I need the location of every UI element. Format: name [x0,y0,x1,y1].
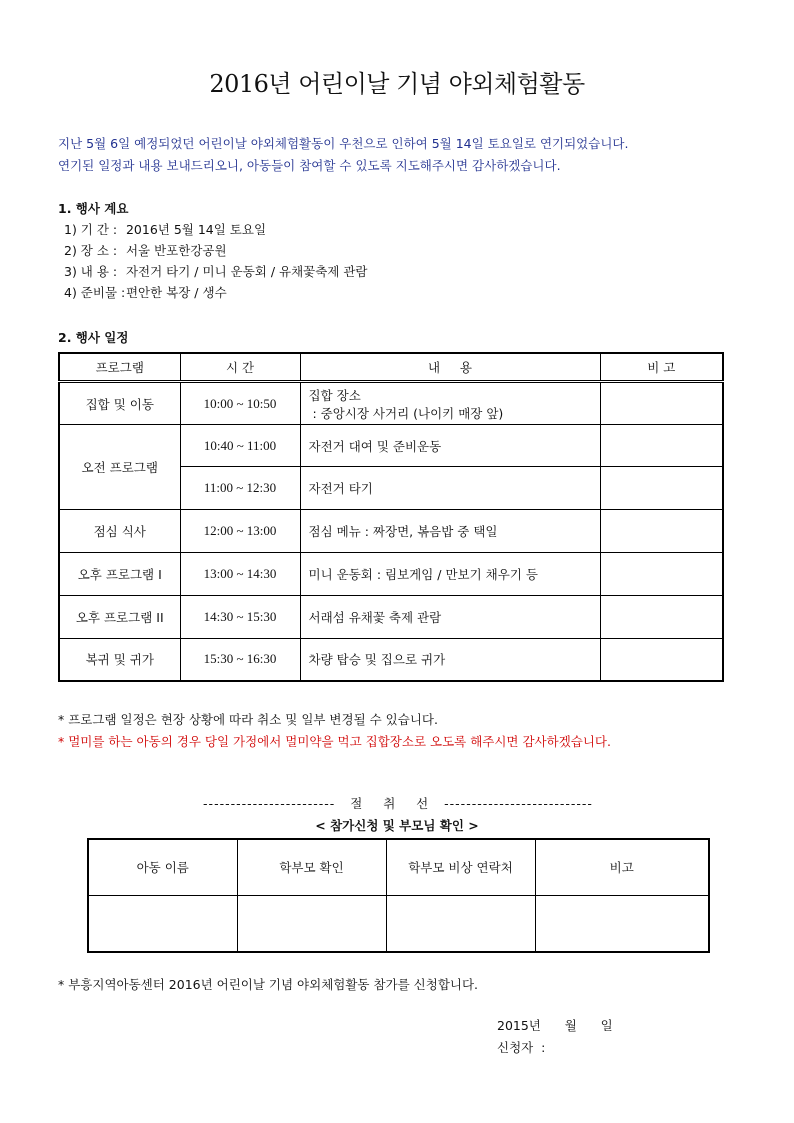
table-row [59,639,723,681]
overview-heading: 1. 행사 계요 [58,201,129,216]
program-cell: 오전 프로그램 [59,425,180,510]
schedule-note: * 프로그램 일정은 현장 상황에 따라 취소 및 일부 변경될 수 있습니다. [58,712,438,727]
overview-item-period [64,220,266,238]
overview-value: 편안한 복장 / 생수 [125,285,227,300]
overview-value: 2016년 5월 14일 토요일 [125,222,267,237]
overview-key: 3) 내 용 : [64,264,118,279]
overview-key: 2) 장 소 : [64,243,118,258]
content-cell: 점심 메뉴 : 짜장면, 볶음밥 중 택일 [300,510,600,553]
column-header: 시 간 [180,353,300,382]
column-header: 학부모 확인 [237,839,386,895]
schedule-heading: 2. 행사 일정 [58,330,129,345]
intro-line-1: 지난 5월 6일 예정되었던 어린이날 야외체험활동이 우천으로 인하여 5월 14일 토요일로 연기되었습니다. [58,136,629,151]
content-line: : 중앙시장 사거리 (나이키 매장 앞) [308,405,504,421]
table-row [59,425,723,467]
remark-cell [600,425,723,467]
overview-value: 자전거 타기 / 미니 운동회 / 유채꽃축제 관람 [125,264,368,279]
remark-cell [600,639,723,681]
table-row [59,510,723,553]
parent-confirm-cell[interactable] [237,895,386,952]
overview-key: 4) 준비물 : [64,285,126,300]
content-cell: 서래섬 유채꽃 축제 관람 [300,596,600,639]
table-row [59,382,723,425]
schedule-header-row [59,353,723,382]
time-cell: 11:00 ~ 12:30 [180,467,300,510]
program-cell: 오후 프로그램 II [59,596,180,639]
content-cell: 자전거 대여 및 준비운동 [300,425,600,467]
schedule-table [58,352,724,682]
column-header: 내 용 [300,353,600,382]
remark-cell [600,382,723,425]
content-cell: 차량 탑승 및 집으로 귀가 [300,639,600,681]
remark-cell [600,553,723,596]
cut-line: ------------------------ 절 취 선 --------------------------- [203,796,593,811]
content-cell [300,382,600,425]
remark-cell[interactable] [535,895,709,952]
document-title: 2016년 어린이날 기념 야외체험활동 [209,70,585,98]
program-cell: 점심 식사 [59,510,180,553]
intro-line-2: 연기된 일정과 내용 보내드리오니, 아동들이 참여할 수 있도록 지도해주시면 감사하겠습니다. [58,158,561,173]
signer-line: 신청자 : [497,1040,546,1055]
date-line: 2015년 월 일 [497,1018,613,1033]
program-cell: 집합 및 이동 [59,382,180,425]
column-header: 아동 이름 [88,839,237,895]
content-cell: 미니 운동회 : 림보게임 / 만보기 채우기 등 [300,553,600,596]
table-row [59,596,723,639]
application-label: < 참가신청 및 부모님 확인 > [315,818,479,833]
content-cell: 자전거 타기 [300,467,600,510]
content-line: 집합 장소 [308,387,361,403]
time-cell: 13:00 ~ 14:30 [180,553,300,596]
application-statement: * 부흥지역아동센터 2016년 어린이날 기념 야외체험활동 참가를 신청합니다. [58,977,479,992]
time-cell: 10:40 ~ 11:00 [180,425,300,467]
time-cell: 14:30 ~ 15:30 [180,596,300,639]
motion-sickness-note: * 멀미를 하는 아동의 경우 당일 가정에서 멀미약을 먹고 집합장소로 오도록 해주시면 감사하겠습니다. [58,734,611,749]
remark-cell [600,467,723,510]
child-name-cell[interactable] [88,895,237,952]
application-header-row [88,839,709,895]
program-cell: 복귀 및 귀가 [59,639,180,681]
overview-item-place [64,241,227,259]
time-cell: 12:00 ~ 13:00 [180,510,300,553]
remark-cell [600,596,723,639]
table-row [59,553,723,596]
time-cell: 10:00 ~ 10:50 [180,382,300,425]
time-cell: 15:30 ~ 16:30 [180,639,300,681]
overview-value: 서울 반포한강공원 [125,243,227,258]
column-header: 비고 [535,839,709,895]
overview-item-supplies [64,283,227,301]
application-input-row [88,895,709,952]
remark-cell [600,510,723,553]
overview-key: 1) 기 간 : [64,222,118,237]
column-header: 학부모 비상 연락처 [386,839,535,895]
column-header: 비 고 [600,353,723,382]
program-cell: 오후 프로그램 I [59,553,180,596]
column-header: 프로그램 [59,353,180,382]
overview-item-content [64,262,368,280]
application-table [87,838,710,953]
emergency-contact-cell[interactable] [386,895,535,952]
